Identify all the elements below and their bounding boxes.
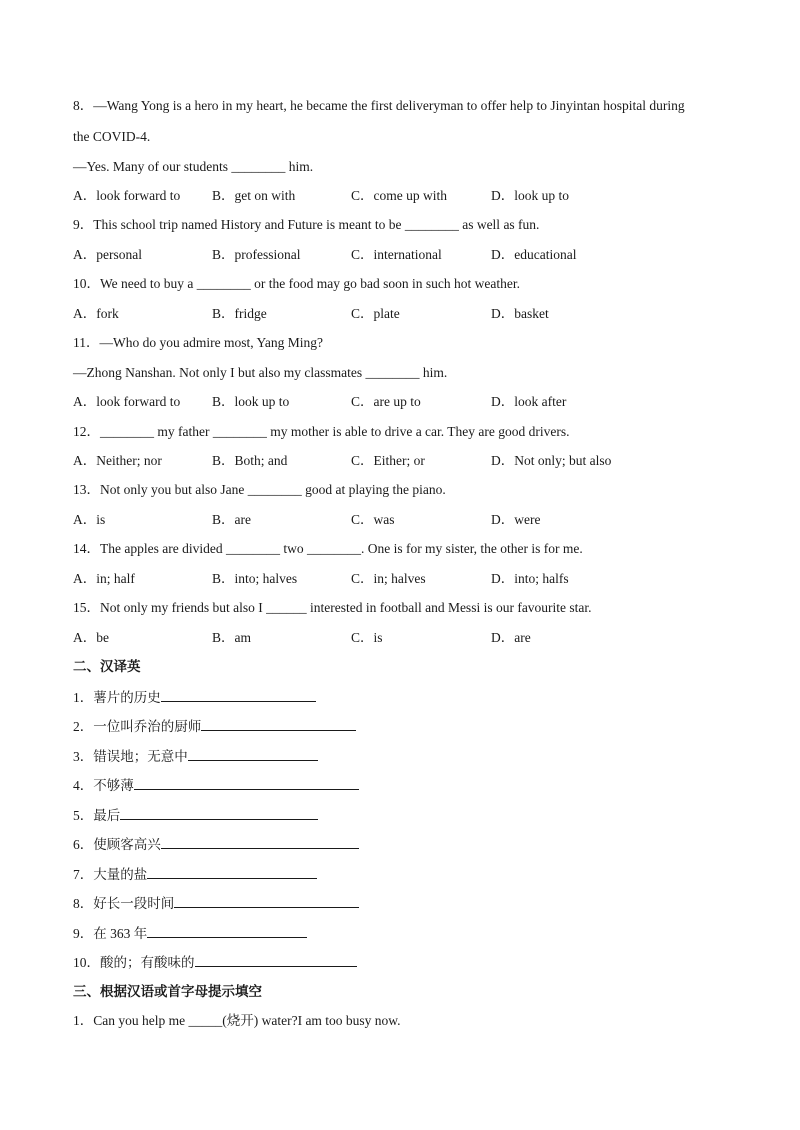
section2-item-7-label: 7．大量的盐: [73, 867, 148, 882]
q15-text: 15．Not only my friends but also I ______ interested in football and Messi is our favourite star.: [73, 600, 592, 615]
section2-item-2-label: 2．一位叫乔治的厨师: [73, 719, 202, 734]
section2-item-4: [73, 776, 359, 795]
q10-option-a: A．fork: [73, 306, 119, 321]
q12-option-b: B．Both; and: [212, 453, 288, 468]
q11-line1: 11．—Who do you admire most, Yang Ming?: [73, 335, 323, 350]
section2-item-10: [73, 953, 357, 972]
q11-option-d: D．look after: [491, 394, 567, 409]
section2-item-7: [73, 865, 317, 884]
section2-item-6-label: 6．使顾客高兴: [73, 837, 161, 852]
q8-option-d: D．look up to: [491, 188, 570, 203]
q14-text: 14．The apples are divided ________ two ________. One is for my sister, the other is for me.: [73, 541, 583, 556]
q14-option-c: C．in; halves: [351, 571, 426, 586]
q9-option-c: C．international: [351, 247, 442, 262]
q15-option-b: B．am: [212, 630, 251, 645]
answer-blank[interactable]: [147, 865, 317, 879]
section2-item-6: [73, 835, 359, 854]
section2-item-8-label: 8．好长一段时间: [73, 896, 175, 911]
q15-option-d: D．are: [491, 630, 531, 645]
answer-blank[interactable]: [134, 776, 359, 790]
q8-line2: the COVID-4.: [73, 129, 151, 144]
answer-blank[interactable]: [174, 894, 359, 908]
answer-blank[interactable]: [195, 953, 357, 967]
q10-option-d: D．basket: [491, 306, 549, 321]
answer-blank[interactable]: [147, 924, 307, 938]
answer-blank[interactable]: [161, 835, 359, 849]
answer-blank[interactable]: [201, 717, 356, 731]
section2-item-8: [73, 894, 359, 913]
q11-option-a: A．look forward to: [73, 394, 181, 409]
q10-text: 10．We need to buy a ________ or the food may go bad soon in such hot weather.: [73, 276, 520, 291]
q13-option-b: B．are: [212, 512, 251, 527]
q11-option-c: C．are up to: [351, 394, 421, 409]
section2-item-3-label: 3．错误地；无意中: [73, 749, 188, 764]
q9-option-b: B．professional: [212, 247, 301, 262]
answer-blank[interactable]: [161, 688, 316, 702]
section2-item-5-label: 5．最后: [73, 808, 121, 823]
q15-option-c: C．is: [351, 630, 383, 645]
section2-title: 二、汉译英: [73, 659, 141, 675]
q9-text: 9．This school trip named History and Future is meant to be ________ as well as fun.: [73, 217, 540, 232]
q10-option-b: B．fridge: [212, 306, 267, 321]
section2-item-3: [73, 747, 318, 766]
section2-item-9: [73, 924, 307, 943]
q9-option-d: D．educational: [491, 247, 577, 262]
section2-item-4-label: 4．不够薄: [73, 778, 134, 793]
q8-option-c: C．come up with: [351, 188, 447, 203]
answer-blank[interactable]: [188, 747, 318, 761]
q14-option-d: D．into; halfs: [491, 571, 569, 586]
q8-line1: 8．—Wang Yong is a hero in my heart, he became the first deliveryman to offer help to Jinyintan hospital during: [73, 98, 685, 113]
q8-option-b: B．get on with: [212, 188, 296, 203]
section2-item-2: [73, 717, 356, 736]
section2-item-9-label: 9．在 363 年: [73, 926, 148, 941]
q14-option-b: B．into; halves: [212, 571, 298, 586]
q13-option-d: D．were: [491, 512, 541, 527]
section3-q1: 1．Can you help me _____(烧开) water?I am too busy now.: [73, 1013, 401, 1028]
q10-option-c: C．plate: [351, 306, 400, 321]
section2-item-1-label: 1．薯片的历史: [73, 690, 161, 705]
section2-item-1: [73, 688, 316, 707]
q12-option-c: C．Either; or: [351, 453, 425, 468]
q12-text: 12．________ my father ________ my mother is able to drive a car. They are good drivers.: [73, 424, 570, 439]
q11-option-b: B．look up to: [212, 394, 290, 409]
q14-option-a: A．in; half: [73, 571, 135, 586]
q13-text: 13．Not only you but also Jane ________ good at playing the piano.: [73, 482, 446, 497]
q9-option-a: A．personal: [73, 247, 142, 262]
q8-line3: —Yes. Many of our students ________ him.: [73, 159, 314, 174]
q13-option-c: C．was: [351, 512, 395, 527]
answer-blank[interactable]: [120, 806, 318, 820]
section3-title: 三、根据汉语或首字母提示填空: [73, 984, 262, 1000]
q8-option-a: A．look forward to: [73, 188, 181, 203]
section2-item-5: [73, 806, 318, 825]
q12-option-a: A．Neither; nor: [73, 453, 162, 468]
q15-option-a: A．be: [73, 630, 109, 645]
section2-item-10-label: 10．酸的；有酸味的: [73, 955, 195, 970]
q13-option-a: A．is: [73, 512, 106, 527]
q11-line2: —Zhong Nanshan. Not only I but also my classmates ________ him.: [73, 365, 448, 380]
q12-option-d: D．Not only; but also: [491, 453, 612, 468]
